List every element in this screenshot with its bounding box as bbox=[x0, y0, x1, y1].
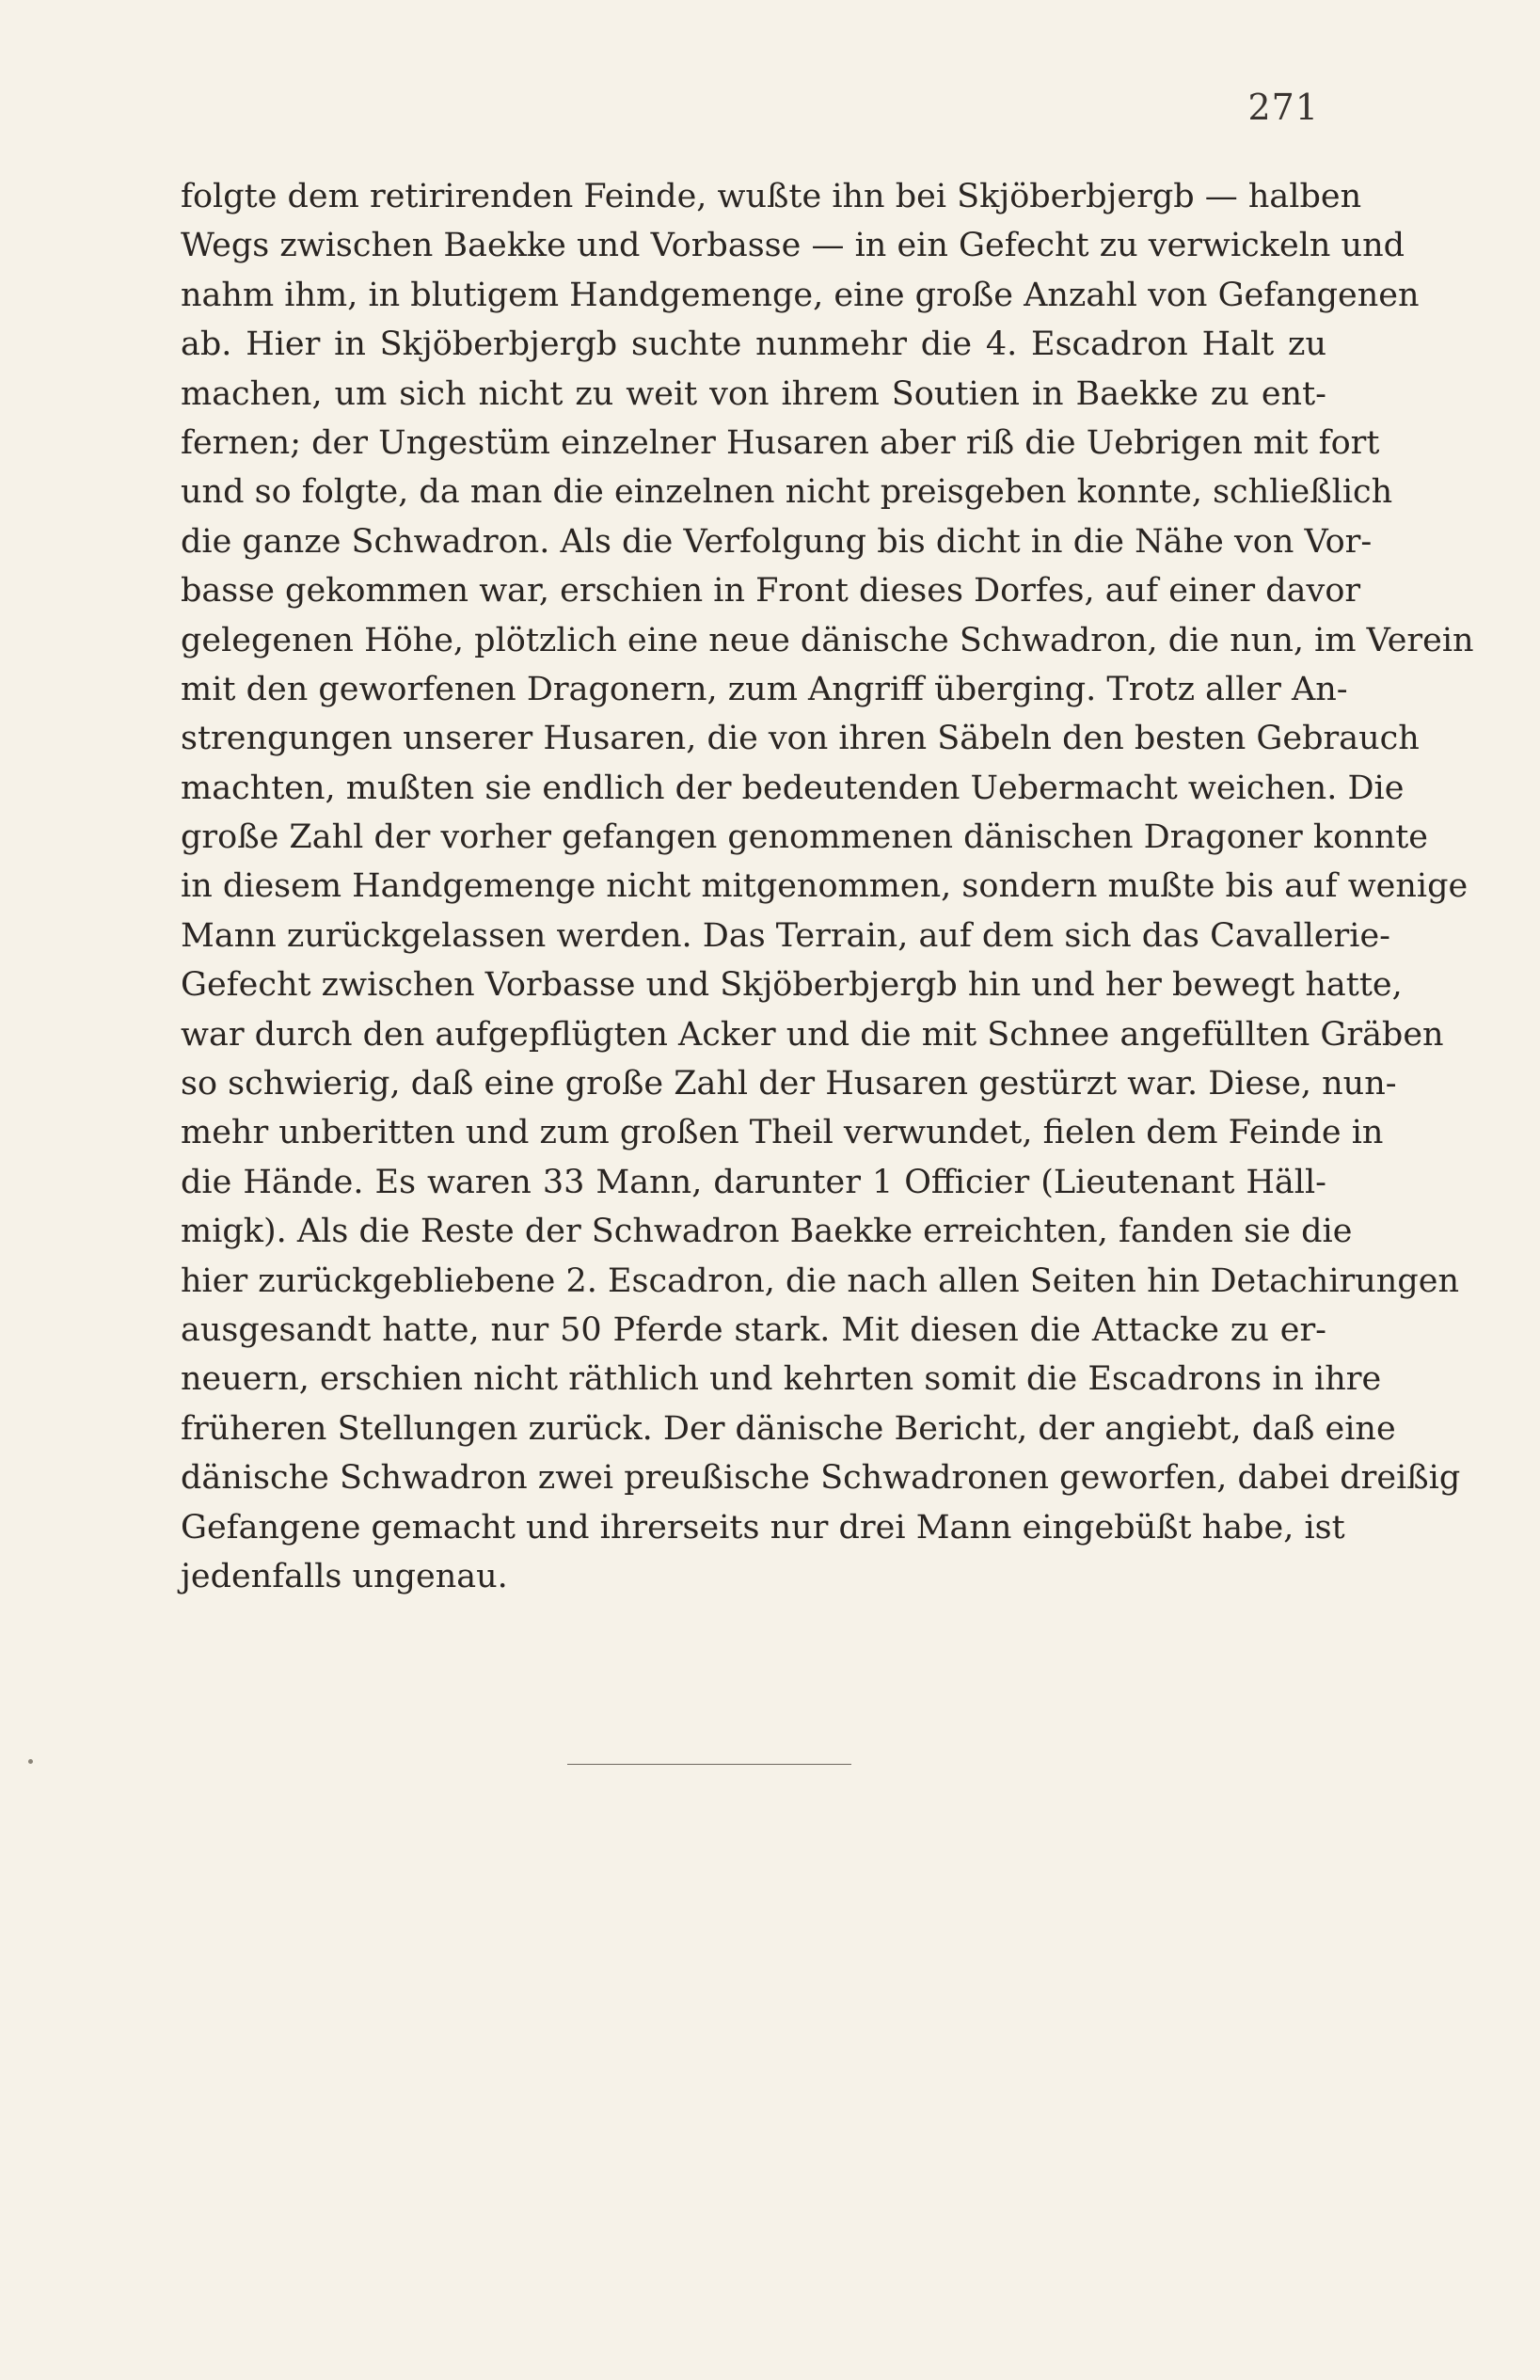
text-line: Wegs zwischen Baekke und Vorbasse — in ein Gefecht zu verwickeln und bbox=[181, 227, 1405, 265]
text-line: Gefecht zwischen Vorbasse und Skjöberbjergb hin und her bewegt hatte, bbox=[181, 966, 1403, 1005]
text-line: die ganze Schwadron. Als die Verfolgung bis dicht in die Nähe von Vor- bbox=[181, 522, 1373, 561]
text-line: gelegenen Höhe, plötzlich eine neue dänische Schwadron, die nun, im Verein bbox=[181, 621, 1474, 659]
text-line: Gefangene gemacht und ihrerseits nur drei Mann eingebüßt habe, ist bbox=[181, 1508, 1345, 1547]
text-line: fernen; der Ungestüm einzelner Husaren aber riß die Uebrigen mit fort bbox=[181, 423, 1380, 462]
text-line: große Zahl der vorher gefangen genommenen dänischen Dragoner konnte bbox=[181, 818, 1429, 857]
text-line: migk). Als die Reste der Schwadron Baekke erreichten, fanden sie die bbox=[181, 1213, 1353, 1251]
text-line: ausgesandt hatte, nur 50 Pferde stark. Mit diesen die Attacke zu er- bbox=[181, 1310, 1326, 1349]
text-line: die Hände. Es waren 33 Mann, darunter 1 Officier (Lieutenant Häll- bbox=[181, 1163, 1326, 1201]
text-line: so schwierig, daß eine große Zahl der Husaren gestürzt war. Diese, nun- bbox=[181, 1065, 1397, 1103]
stray-mark bbox=[28, 1759, 33, 1764]
text-line: strengungen unserer Husaren, die von ihren Säbeln den besten Gebrauch bbox=[181, 720, 1420, 758]
text-line: früheren Stellungen zurück. Der dänische Bericht, der angiebt, daß eine bbox=[181, 1409, 1396, 1448]
text-line: Mann zurückgelassen werden. Das Terrain, auf dem sich das Cavallerie- bbox=[181, 916, 1390, 955]
text-line: und so folgte, da man die einzelnen nicht preisgeben konnte, schließlich bbox=[181, 473, 1393, 512]
text-line: ab. Hier in Skjöberbjergb suchte nunmehr die 4. Escadron Halt zu bbox=[181, 325, 1326, 364]
text-line: nahm ihm, in blutigem Handgemenge, eine große Anzahl von Gefangenen bbox=[181, 276, 1420, 314]
text-line: mit den geworfenen Dragonern, zum Angriff überging. Trotz aller An- bbox=[181, 670, 1348, 708]
text-line: machten, mußten sie endlich der bedeutenden Uebermacht weichen. Die bbox=[181, 769, 1405, 807]
text-line: basse gekommen war, erschien in Front dieses Dorfes, auf einer davor bbox=[181, 572, 1361, 611]
text-line: hier zurückgebliebene 2. Escadron, die nach allen Seiten hin Detachirungen bbox=[181, 1261, 1459, 1300]
body-text bbox=[181, 172, 1474, 1601]
text-line: folgte dem retirirenden Feinde, wußte ihn bei Skjöberbjergb — halben bbox=[181, 178, 1362, 215]
text-line: mehr unberitten und zum großen Theil verwundet, fielen dem Feinde in bbox=[181, 1114, 1384, 1152]
text-line: dänische Schwadron zwei preußische Schwadronen geworfen, dabei dreißig bbox=[181, 1459, 1461, 1498]
text-line: neuern, erschien nicht räthlich und kehrten somit die Escadrons in ihre bbox=[181, 1360, 1382, 1399]
text-line: war durch den aufgepflügten Acker und die mit Schnee angefüllten Gräben bbox=[181, 1015, 1444, 1054]
text-line-last: jedenfalls ungenau. bbox=[181, 1557, 508, 1595]
page-number: 271 bbox=[1247, 87, 1319, 128]
text-line: machen, um sich nicht zu weit von ihrem Soutien in Baekke zu ent- bbox=[181, 374, 1326, 413]
text-line: in diesem Handgemenge nicht mitgenommen, sondern mußte bis auf wenige bbox=[181, 867, 1469, 906]
section-end-rule bbox=[567, 1764, 851, 1765]
